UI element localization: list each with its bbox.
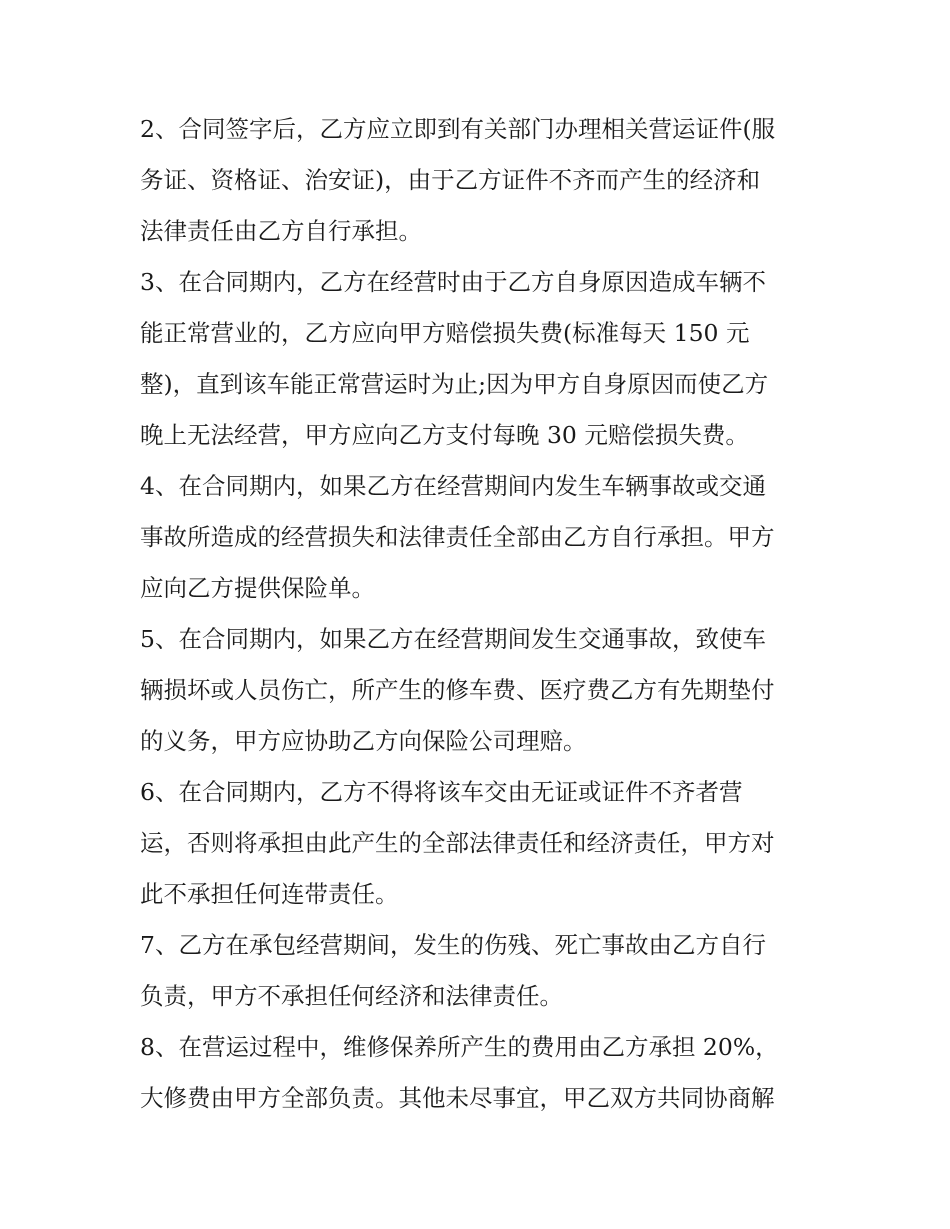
text-line: 运，否则将承担由此产生的全部法律责任和经济责任，甲方对	[140, 829, 775, 857]
text-line: 大修费由甲方全部负责。其他未尽事宜，甲乙双方共同协商解	[140, 1084, 775, 1112]
text-line: 5、在合同期内，如果乙方在经营期间发生交通事故，致使车	[140, 625, 766, 653]
text-line: 应向乙方提供保险单。	[140, 574, 375, 602]
text-line: 务证、资格证、治安证)，由于乙方证件不齐而产生的经济和	[140, 166, 761, 194]
contract-body	[140, 104, 820, 1124]
text-line: 辆损坏或人员伤亡，所产生的修车费、医疗费乙方有先期垫付	[140, 676, 775, 704]
text-line: 事故所造成的经营损失和法律责任全部由乙方自行承担。甲方	[140, 523, 775, 551]
text-line: 2、合同签字后，乙方应立即到有关部门办理相关营运证件(服	[140, 115, 776, 143]
text-line: 整)，直到该车能正常营运时为止;因为甲方自身原因而使乙方	[140, 370, 769, 398]
text-line: 法律责任由乙方自行承担。	[140, 217, 422, 245]
text-line: 晚上无法经营，甲方应向乙方支付每晚 30 元赔偿损失费。	[140, 421, 749, 449]
text-line: 的义务，甲方应协助乙方向保险公司理赔。	[140, 727, 587, 755]
text-line: 7、乙方在承包经营期间，发生的伤残、死亡事故由乙方自行	[140, 931, 766, 959]
text-line: 6、在合同期内，乙方不得将该车交由无证或证件不齐者营	[140, 778, 743, 806]
text-line: 3、在合同期内，乙方在经营时由于乙方自身原因造成车辆不	[140, 268, 766, 296]
text-line: 4、在合同期内，如果乙方在经营期间内发生车辆事故或交通	[140, 472, 766, 500]
text-line: 8、在营运过程中，维修保养所产生的费用由乙方承担 20%，	[140, 1033, 779, 1061]
text-line: 此不承担任何连带责任。	[140, 880, 399, 908]
text-line: 负责，甲方不承担任何经济和法律责任。	[140, 982, 563, 1010]
text-line: 能正常营业的，乙方应向甲方赔偿损失费(标准每天 150 元	[140, 319, 750, 347]
